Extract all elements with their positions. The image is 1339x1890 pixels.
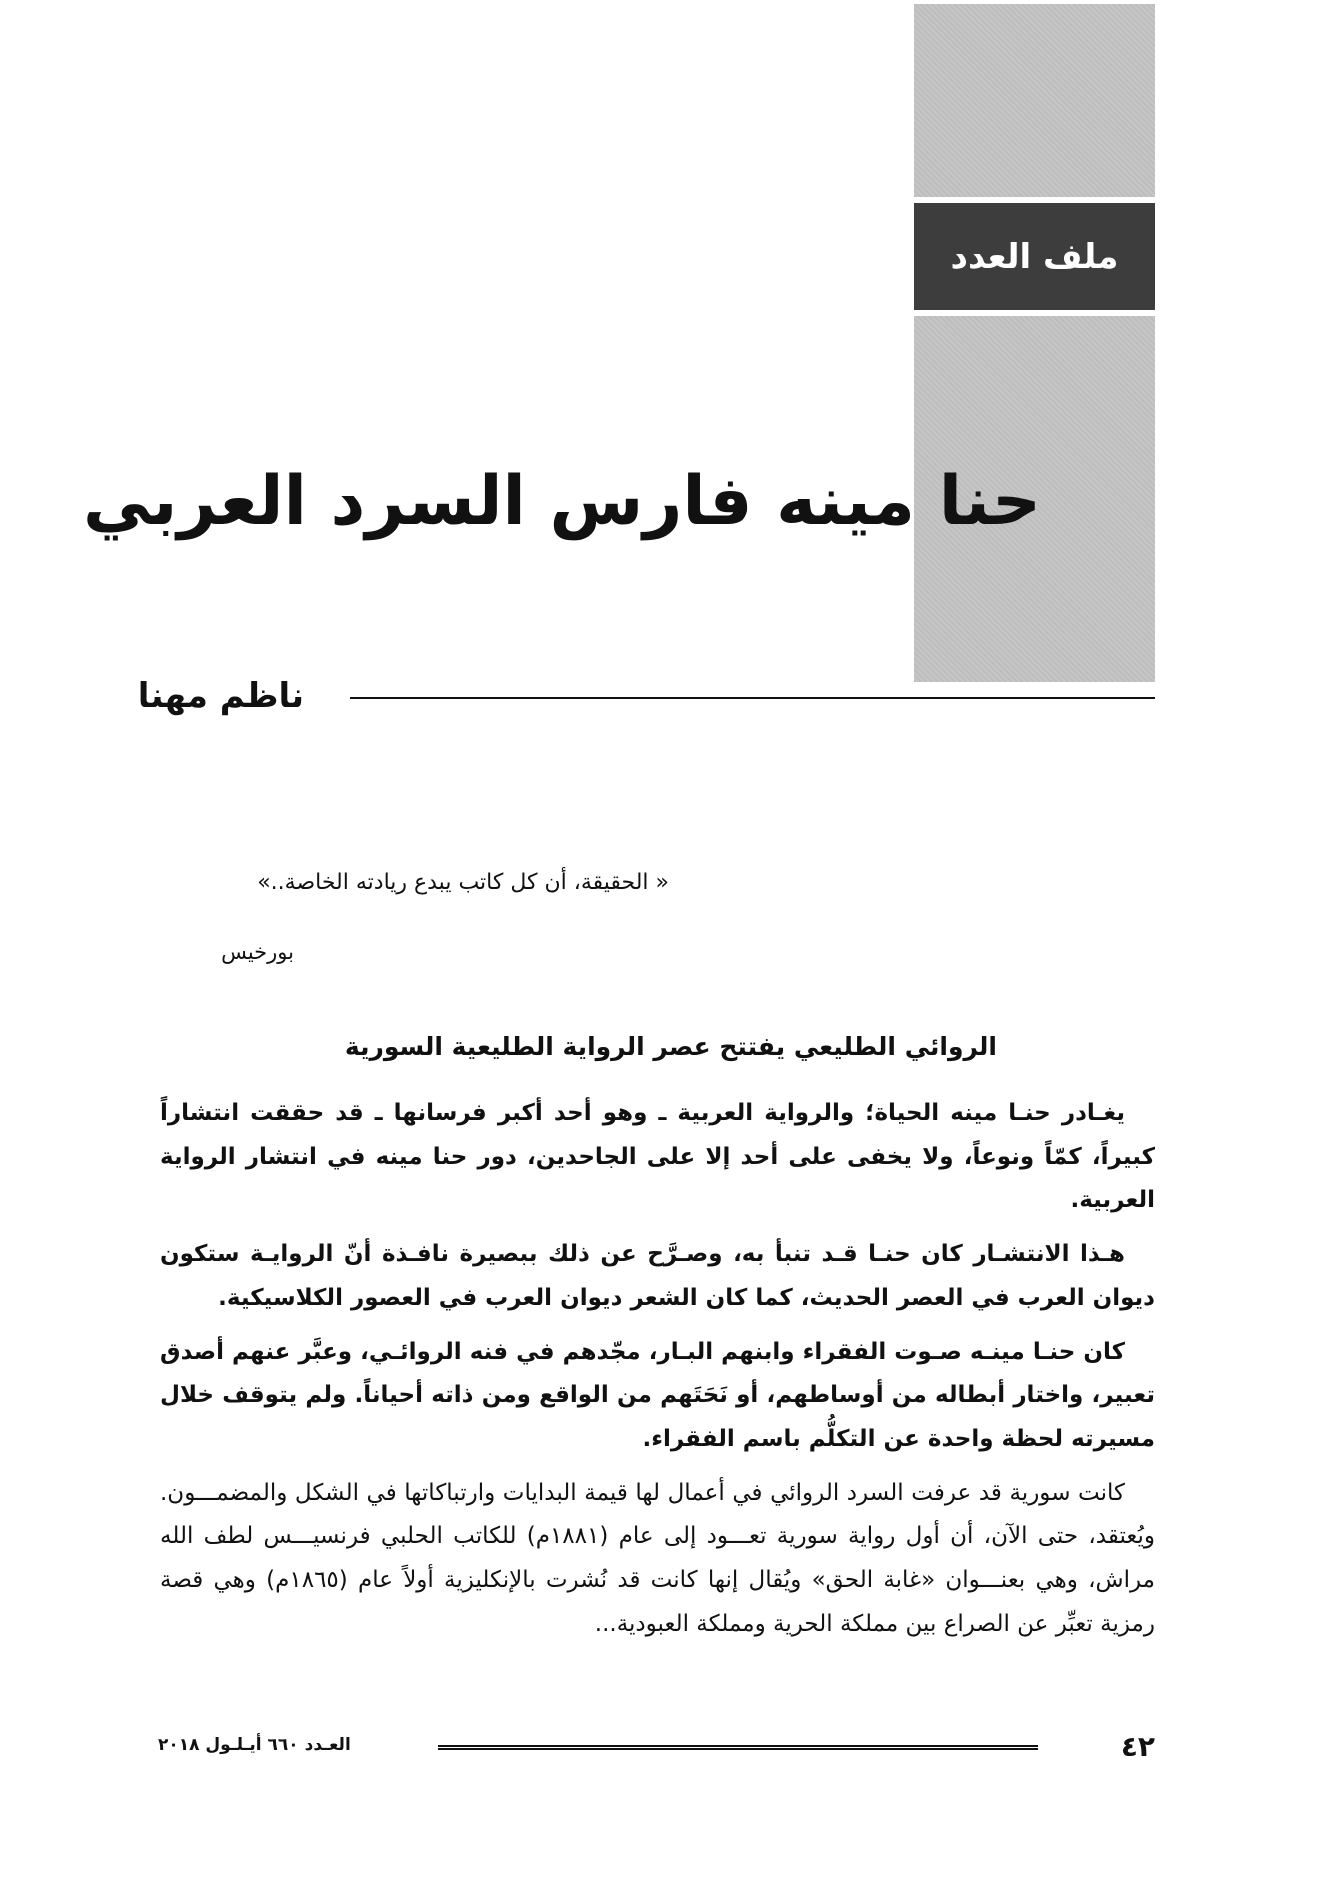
body-paragraph: كان حنـا مينـه صـوت الفقراء وابنهم البـار، مجّدهم في فنه الروائـي، وعبَّر عنهم أصدق تعبير، واختار أبطاله من أوساطهم، أو نَحَتَهم من الواقع ومن ذاته أحياناً. ولم يتوقف خلال مسيرته لحظة واحدة عن التكلُّم باسم الفقراء.	[160, 1338, 1155, 1452]
footer-divider	[438, 1745, 1038, 1750]
section-subheading: الروائي الطليعي يفتتح عصر الرواية الطليعية السورية	[344, 1032, 997, 1061]
epigraph-attribution: بورخيس	[221, 940, 294, 964]
section-label: ملف العدد	[914, 203, 1155, 310]
body-paragraph: كانت سورية قد عرفت السرد الروائي في أعمال لها قيمة البدايات وارتباكاتها في الشكل والمضمـــون. ويُعتقد، حتى الآن، أن أول رواية سورية تعـــود إلى عام (١٨٨١م) للكاتب الحلبي فرنسيـــس لطف الله مراش، وهي بعنـــوان «غابة الحق» ويُقال إنها كانت قد نُشرت بالإنكليزية أولاً عام (١٨٦٥م) وهي قصة رمزية تعبِّر عن الصراع بين مملكة الحرية ومملكة العبودية...	[160, 1479, 1155, 1637]
author-divider	[350, 697, 1155, 699]
article-body	[160, 1092, 1155, 1656]
author-name: ناظم مهنا	[137, 676, 304, 716]
decorative-gray-block-top	[914, 4, 1155, 197]
body-paragraph: يغـادر حنـا مينه الحياة؛ والرواية العربية ـ وهو أحد أكبر فرسانها ـ قد حققت انتشاراً كبيراً، كمّاً ونوعاً، ولا يخفى على أحد إلا على الجاحدين، دور حنا مينه في انتشار الرواية العربية.	[160, 1100, 1155, 1214]
page-number: ٤٢	[1120, 1730, 1155, 1763]
epigraph-text: « الحقيقة، أن كل كاتب يبدع ريادته الخاصة..»	[257, 870, 669, 895]
article-title: حنا مينه فارس السرد العربي	[83, 462, 1041, 541]
body-paragraph: هـذا الانتشـار كان حنـا قـد تنبأ به، وصـرَّح عن ذلك ببصيرة نافـذة أنّ الروايـة ستكون ديوان العرب في العصر الحديث، كما كان الشعر ديوان العرب في العصور الكلاسيكية.	[160, 1241, 1155, 1311]
issue-info: العـدد ٦٦٠ أيـلـول ٢٠١٨	[158, 1735, 351, 1755]
